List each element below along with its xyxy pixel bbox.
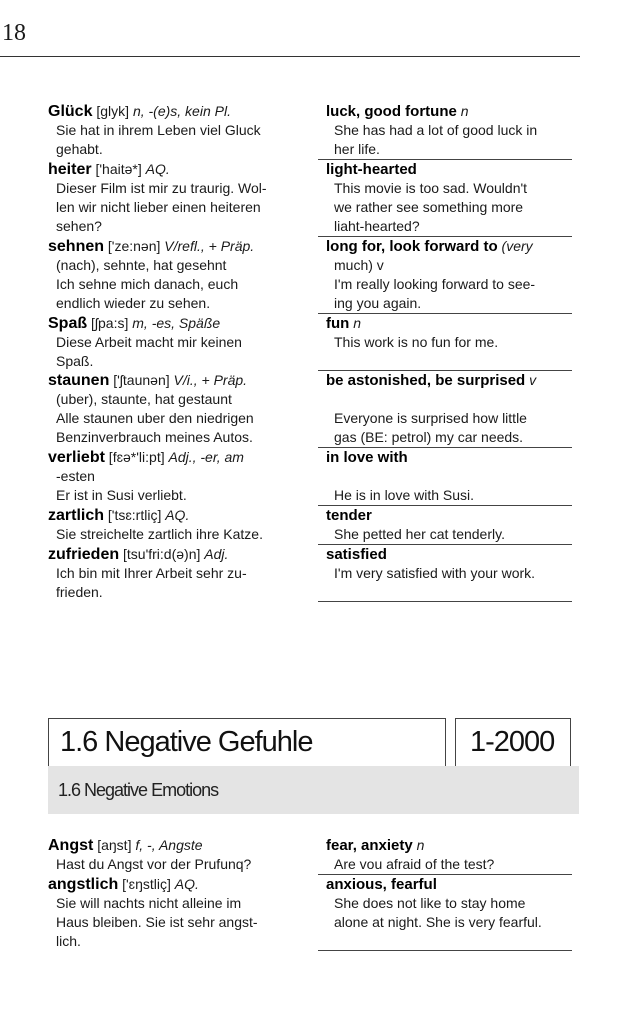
german-example-line: Ich sehne mich danach, euch	[56, 276, 239, 292]
german-example-line: -esten	[56, 468, 95, 484]
english-column	[318, 545, 572, 602]
grammar-info: V/i., + Präp.	[173, 372, 248, 388]
vocab-list	[48, 102, 572, 602]
german-example-line: Sie hat in ihrem Leben viel Gluck	[56, 122, 261, 138]
english-column	[318, 314, 572, 371]
german-column	[48, 371, 318, 448]
english-column	[318, 160, 572, 237]
english-headword: be astonished, be surprised	[326, 372, 526, 389]
grammar-info: n, -(e)s, kein Pl.	[132, 103, 231, 119]
german-headword: heiter	[48, 161, 92, 178]
english-headword: fun	[326, 315, 350, 332]
german-example-line: Sie will nachts nicht alleine im	[56, 895, 242, 911]
german-example-line: sehen?	[56, 218, 102, 234]
pronunciation: ['ɛŋstliç]	[118, 876, 175, 892]
vocab-entry	[48, 506, 572, 545]
english-example-line: Everyone is surprised how little	[334, 410, 527, 426]
german-headword: angstlich	[48, 876, 119, 893]
pronunciation: [aŋst]	[93, 837, 136, 853]
vocab-entry	[48, 237, 572, 314]
section-subtitle: 1.6 Negative Emotions	[58, 780, 219, 800]
english-column	[318, 875, 572, 951]
english-column	[318, 448, 572, 506]
pronunciation: ['haitə*]	[91, 161, 146, 177]
part-of-speech: v	[525, 372, 537, 388]
english-headword: tender	[326, 507, 372, 524]
english-example-line: we rather see something more	[334, 199, 524, 215]
german-example-line: gehabt.	[56, 141, 103, 157]
german-example-line: endlich wieder zu sehen.	[56, 295, 211, 311]
german-column	[48, 506, 318, 545]
german-column	[48, 836, 318, 875]
english-example-line: She has had a lot of good luck in	[334, 122, 538, 138]
grammar-info: AQ.	[145, 161, 170, 177]
english-column	[318, 506, 572, 545]
german-example-line: frieden.	[56, 584, 103, 600]
pronunciation: [ʃpa:s]	[87, 315, 133, 331]
english-headword: satisfied	[326, 546, 387, 563]
part-of-speech: n	[349, 315, 362, 331]
vocab-entry	[48, 875, 572, 951]
german-column	[48, 314, 318, 371]
pronunciation: ['tsɛ:rtliç]	[104, 507, 166, 523]
german-example-line: Dieser Film ist mir zu traurig. Wol-	[56, 180, 267, 196]
pronunciation: [fɛə*'li:pt]	[104, 449, 169, 465]
german-example-line: Sie streichelte zartlich ihre Katze.	[56, 526, 263, 542]
english-column	[318, 237, 572, 314]
german-headword: sehnen	[48, 238, 105, 255]
german-example-line: lich.	[56, 933, 81, 949]
german-headword: zartlich	[48, 507, 105, 524]
german-example-line: Benzinverbrauch meines Autos.	[56, 429, 253, 445]
grammar-info: AQ.	[165, 507, 190, 523]
german-column	[48, 545, 318, 602]
vocab-entry	[48, 102, 572, 160]
german-example-line: Er ist in Susi verliebt.	[56, 487, 187, 503]
vocab-entry	[48, 836, 572, 875]
english-column	[318, 102, 572, 160]
vocab-entry	[48, 545, 572, 602]
english-example-line: much) v	[334, 257, 384, 273]
english-example-line: She does not like to stay home	[334, 895, 526, 911]
section-title: 1.6 Negative Gefuhle	[60, 726, 313, 758]
vocab-list-negative	[48, 836, 572, 951]
english-example-line: liaht-hearted?	[334, 218, 420, 234]
page-number: 18	[2, 20, 26, 46]
part-of-speech: n	[456, 103, 469, 119]
part-of-speech: n	[412, 837, 425, 853]
german-example-line: (nach), sehnte, hat gesehnt	[56, 257, 227, 273]
english-column	[318, 836, 572, 875]
grammar-info: Adj., -er, am	[168, 449, 244, 465]
english-headword: luck, good fortune	[326, 103, 457, 120]
german-example-line: (uber), staunte, hat gestaunt	[56, 391, 232, 407]
english-example-line: This movie is too sad. Wouldn't	[334, 180, 528, 196]
english-example-line	[326, 467, 572, 486]
german-example-line: Spaß.	[56, 353, 94, 369]
english-example-line: This work is no fun for me.	[334, 334, 499, 350]
german-example-line: Diese Arbeit macht mir keinen	[56, 334, 242, 350]
german-column	[48, 102, 318, 160]
german-column	[48, 448, 318, 506]
english-example-line: I'm very satisfied with your work.	[334, 565, 536, 581]
english-example-line: gas (BE: petrol) my car needs.	[334, 429, 524, 445]
grammar-info: m, -es, Späße	[132, 315, 221, 331]
grammar-info: f, -, Angste	[135, 837, 203, 853]
grammar-info: AQ.	[174, 876, 199, 892]
section-code: 1-2000	[470, 726, 555, 758]
header-rule	[0, 56, 580, 57]
english-example-line: alone at night. She is very fearful.	[334, 914, 542, 930]
pronunciation: ['ʃtaunən]	[109, 372, 174, 388]
part-of-speech: (very	[497, 238, 533, 254]
german-example-line: Hast du Angst vor der Prufunq?	[56, 856, 252, 872]
english-column	[318, 371, 572, 448]
english-headword: long for, look forward to	[326, 238, 498, 255]
german-headword: Angst	[48, 837, 94, 854]
english-example-line: ing you again.	[334, 295, 422, 311]
english-example-line	[326, 390, 572, 409]
pronunciation: [glyk]	[92, 103, 133, 119]
english-headword: anxious, fearful	[326, 876, 437, 893]
german-headword: staunen	[48, 372, 110, 389]
german-headword: Spaß	[48, 315, 88, 332]
english-example-line: her life.	[334, 141, 380, 157]
german-example-line: Alle staunen uber den niedrigen	[56, 410, 254, 426]
german-example-line: Haus bleiben. Sie ist sehr angst-	[56, 914, 258, 930]
german-example-line: Ich bin mit Ihrer Arbeit sehr zu-	[56, 565, 247, 581]
german-headword: Glück	[48, 103, 93, 120]
english-headword: fear, anxiety	[326, 837, 413, 854]
german-column	[48, 237, 318, 314]
vocab-entry	[48, 448, 572, 506]
german-example-line: len wir nicht lieber einen heiteren	[56, 199, 261, 215]
english-example-line: Are vou afraid of the test?	[334, 856, 495, 872]
german-column	[48, 875, 318, 951]
pronunciation: ['ze:nən]	[104, 238, 165, 254]
vocab-entry	[48, 314, 572, 371]
english-example-line: He is in love with Susi.	[334, 487, 475, 503]
grammar-info: Adj.	[204, 546, 229, 562]
pronunciation: [tsu'fri:d(ə)n]	[119, 546, 205, 562]
german-headword: verliebt	[48, 449, 105, 466]
english-example-line: She petted her cat tenderly.	[334, 526, 505, 542]
german-column	[48, 160, 318, 237]
english-headword: in love with	[326, 449, 408, 466]
grammar-info: V/refl., + Präp.	[164, 238, 255, 254]
english-example-line: I'm really looking forward to see-	[334, 276, 536, 292]
vocab-entry	[48, 160, 572, 237]
vocab-entry	[48, 371, 572, 448]
english-headword: light-hearted	[326, 161, 417, 178]
german-headword: zufrieden	[48, 546, 120, 563]
